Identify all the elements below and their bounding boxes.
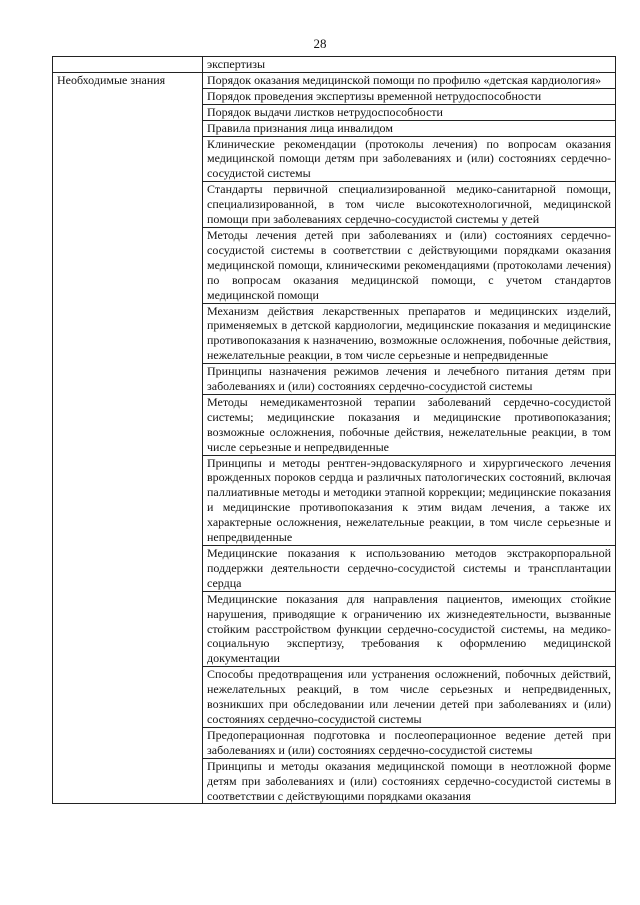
knowledge-item: Медицинские показания для направления пациентов, имеющих стойкие нарушения, приводящие к ограничению их жизнедеятельности, вызванные стойким расстройством функции сердечно-сосудистой системы, на медико-социальную экспертизу, требования к оформлению медицинской документации	[203, 591, 616, 667]
knowledge-item: Механизм действия лекарственных препаратов и медицинских изделий, применяемых в детской кардиологии, медицинские показания и медицинские противопоказания к назначению, возможные осложнения, побочные действия, нежелательные реакции, в том числе серьезные и непредвиденные	[203, 303, 616, 364]
knowledge-item: Принципы и методы оказания медицинской помощи в неотложной форме детям при заболеваниях и (или) состояниях сердечно-сосудистой системы в соответствии с действующими порядками оказания	[203, 758, 616, 804]
knowledge-item: Предоперационная подготовка и послеоперационное ведение детей при заболеваниях и (или) состояниях сердечно-сосудистой системы	[203, 727, 616, 758]
knowledge-item: Порядок оказания медицинской помощи по профилю «детская кардиология»	[203, 72, 616, 88]
knowledge-item: Принципы и методы рентген-эндоваскулярного и хирургического лечения врожденных пороков сердца и различных патологических состояний, включая паллиативные методы и методики этапной коррекции; медицинские показания и медицинские противопоказания к этим видам лечения, а также их характерные осложнения, нежелательные реакции, в том числе серьезные и непредвиденные	[203, 455, 616, 545]
knowledge-item: Способы предотвращения или устранения осложнений, побочных действий, нежелательных реакций, в том числе серьезных и непредвиденных, возникших при обследовании или лечении детей при заболеваниях и (или) состояниях сердечно-сосудистой системы	[203, 667, 616, 728]
knowledge-item: Порядок выдачи листков нетрудоспособности	[203, 104, 616, 120]
section-label: Необходимые знания	[53, 72, 203, 804]
knowledge-item: Методы немедикаментозной терапии заболеваний сердечно-сосудистой системы; медицинские показания и медицинские противопоказания; возможные осложнения, побочные действия, нежелательные реакции, в том числе серьезные и непредвиденные	[203, 394, 616, 455]
knowledge-item: Стандарты первичной специализированной медико-санитарной помощи, специализированной, в том числе высокотехнологичной, медицинской помощи при заболеваниях сердечно-сосудистой системы у детей	[203, 182, 616, 228]
knowledge-item: Порядок проведения экспертизы временной нетрудоспособности	[203, 88, 616, 104]
table-row	[53, 72, 616, 88]
table-row	[53, 57, 616, 73]
knowledge-item: Методы лечения детей при заболеваниях и (или) состояниях сердечно-сосудистой системы в соответствии с действующими порядками оказания медицинской помощи, клиническими рекомендациями (протоколами лечения) по вопросам оказания медицинской помощи, с учетом стандартов медицинской помощи	[203, 227, 616, 303]
continuation-cell: экспертизы	[203, 57, 616, 73]
knowledge-item: Правила признания лица инвалидом	[203, 120, 616, 136]
page-number: 28	[313, 36, 327, 51]
left-cell-empty	[53, 57, 203, 73]
knowledge-table	[52, 56, 616, 804]
knowledge-item: Клинические рекомендации (протоколы лечения) по вопросам оказания медицинской помощи детям при заболеваниях и (или) состояниях сердечно-сосудистой системы	[203, 136, 616, 182]
knowledge-item: Принципы назначения режимов лечения и лечебного питания детям при заболеваниях и (или) состояниях сердечно-сосудистой системы	[203, 364, 616, 395]
knowledge-item: Медицинские показания к использованию методов экстракорпоральной поддержки деятельности сердечно-сосудистой системы и трансплантации сердца	[203, 546, 616, 592]
